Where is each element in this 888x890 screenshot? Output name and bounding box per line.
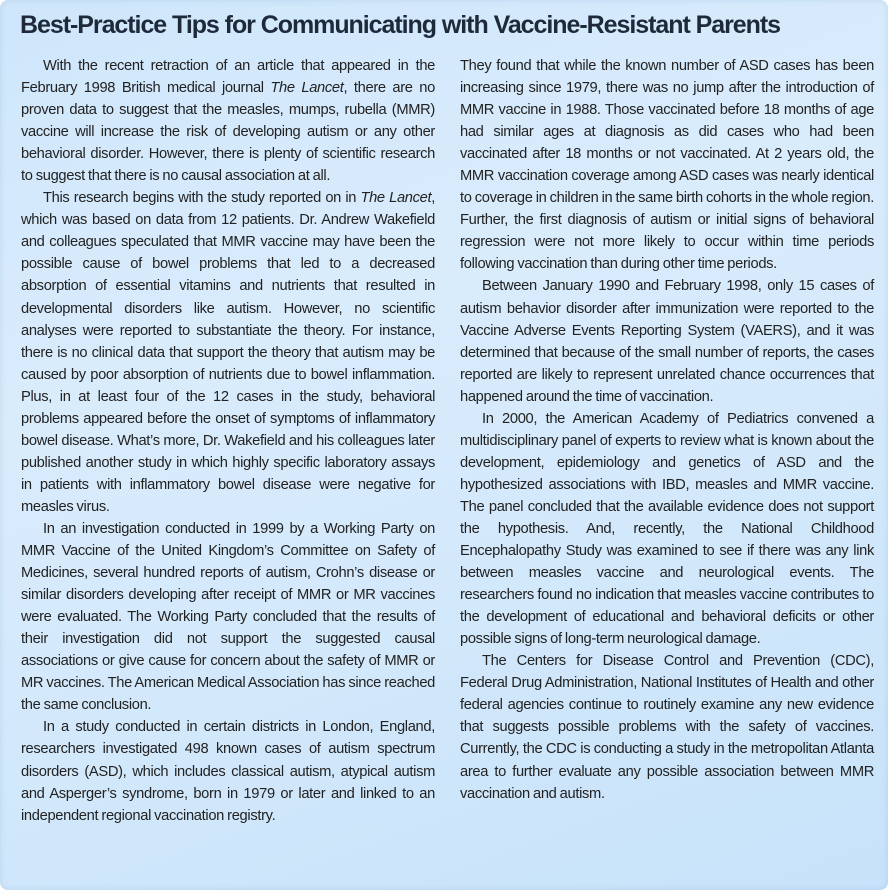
paragraph: Between January 1990 and February 1998, only 15 cases of autism behavior disorder after immunization were reported to the Vaccine Adverse Events Reporting System (VAERS), and it was determined that because of the small number of reports, the cases reported are likely to represent unrelated chance occurrences that happened around the time of vaccination. (460, 278, 874, 405)
paragraph (21, 187, 435, 518)
text-run: This research begins with the study reported on in (43, 190, 361, 207)
text-run: With the recent retraction of an article that appeared in the February 1998 British medical journal (21, 58, 435, 97)
paragraph: In an investigation conducted in 1999 by a Working Party on MMR Vaccine of the United Kingdom’s Committee on Safety of Medicines, several hundred reports of autism, Crohn’s disease or similar disorders developing after receipt of MMR or MR vaccines were evaluated. The Working Party concluded that the results of their investigation did not support the suggested causal associations or give cause for concern about the safety of MMR or MR vaccines. The American Medical Association has since reached the same conclusion. (21, 520, 435, 714)
box-title: Best-Practice Tips for Communicating with Vaccine-Resistant Parents (20, 11, 780, 39)
left-column (21, 55, 435, 827)
text-run: , which was based on data from 12 patients. Dr. Andrew Wakefield and colleagues speculated that MMR vaccine may have been the possible cause of bowel problems that led to a decreased absorption of essential vitamins and nutrients that resulted in developmental disorders like autism. However, no scientific analyses were reported to substantiate the theory. For instance, there is no clinical data that support the theory that autism may be caused by poor absorption of nutrients due to bowel inflammation. Plus, in at least four of the 12 cases in the study, behavioral problems appeared before the onset of symptoms of inflammatory bowel disease. What’s more, Dr. Wakefield and his colleagues later published another study in which highly specific laboratory assays in patients with inflammatory bowel disease were negative for measles virus. (21, 190, 435, 515)
paragraph: The Centers for Disease Control and Prevention (CDC), Federal Drug Administration, National Institutes of Health and other federal agencies continue to routinely examine any new evidence that suggests possible problems with the safety of vaccines. Currently, the CDC is conducting a study in the metropolitan Atlanta area to further evaluate any possible association between MMR vaccination and autism. (460, 653, 874, 802)
paragraph-continued: They found that while the known number of ASD cases has been increasing since 1979, there was no jump after the introduction of MMR vaccine in 1988. Those vaccinated before 18 months of age had similar ages at diagnosis as did cases who had been vaccinated after 18 months or not vaccinated. At 2 years old, the MMR vaccination coverage among ASD cases was nearly identical to coverage in children in the same birth cohorts in the whole region. Further, the first diagnosis of autism or initial signs of behavioral regression were not more likely to occur within time periods following vaccination than during other time periods. (460, 58, 874, 273)
paragraph: In 2000, the American Academy of Pediatrics convened a multidisciplinary panel of experts to review what is known about the development, epidemiology and genetics of ASD and the hypothesized associations with IBD, measles and MMR vaccine. The panel concluded that the available evidence does not support the hypothesis. And, recently, the National Childhood Encephalopathy Study was examined to see if there was any link between measles vaccine and neurological events. The researchers found no indication that measles vaccine contributes to the development of educational and behavioral deficits or other possible signs of long-term neurological damage. (460, 410, 874, 648)
text-columns (21, 55, 874, 827)
text-run: , there are no proven data to suggest that the measles, mumps, rubella (MMR) vaccine will increase the risk of developing autism or any other behavioral disorder. However, there is plenty of scientific research to suggest that there is no causal association at all. (21, 80, 435, 185)
paragraph: In a study conducted in certain districts in London, England, researchers investigated 498 known cases of autism spectrum disorders (ASD), which includes classical autism, atypical autism and Asperger’s syndrome, born in 1979 or later and linked to an independent regional vaccination registry. (21, 719, 435, 824)
journal-name: The Lancet (360, 190, 432, 207)
right-column (460, 55, 874, 827)
journal-name: The Lancet (270, 80, 344, 97)
paragraph (21, 55, 435, 187)
